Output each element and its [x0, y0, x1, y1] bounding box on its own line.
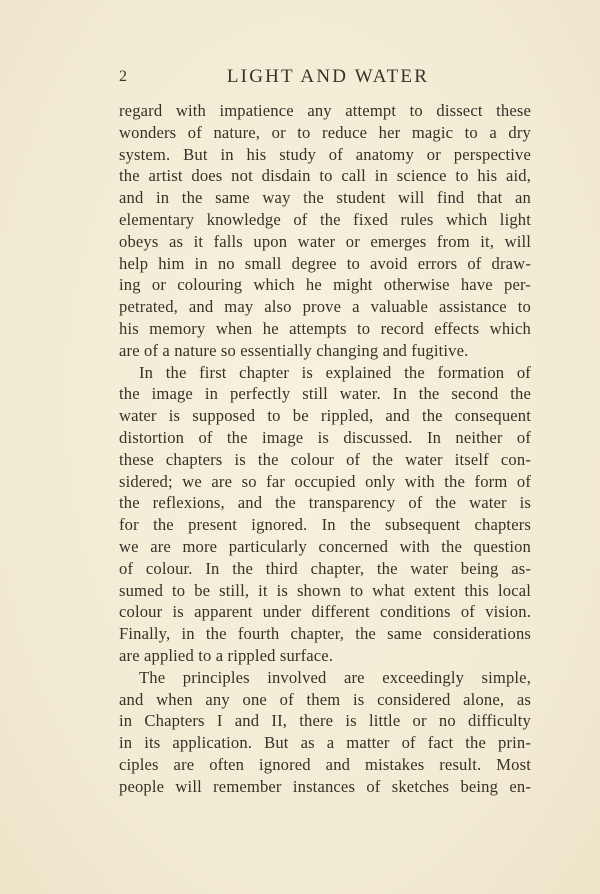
text-line: of colour. In the third chapter, the water being as-	[119, 558, 531, 578]
text-line: in its application. But as a matter of fact the prin-	[119, 733, 531, 753]
text-line: are applied to a rippled surface.	[119, 645, 334, 665]
text-line: we are more particularly concerned with the question	[119, 536, 531, 556]
text-line: system. But in his study of anatomy or perspective	[119, 144, 531, 164]
text-line: in Chapters I and II, there is little or no difficulty	[119, 711, 531, 731]
text-line: the artist does not disdain to call in science to his aid,	[119, 166, 531, 186]
text-line: these chapters is the colour of the water itself con-	[119, 449, 531, 469]
running-head	[119, 66, 531, 92]
text-line: the reflexions, and the transparency of the water is	[119, 493, 531, 513]
paragraph	[119, 362, 531, 667]
paragraph	[119, 667, 531, 798]
body-text	[119, 100, 531, 798]
text-line: the image in perfectly still water. In the second the	[119, 384, 531, 404]
text-line: The principles involved are exceedingly simple,	[139, 667, 531, 687]
text-line: and in the same way the student will find that an	[119, 188, 531, 208]
text-line: obeys as it falls upon water or emerges from it, will	[119, 231, 531, 251]
text-line: ing or colouring which he might otherwise have per-	[119, 275, 531, 295]
text-line: elementary knowledge of the fixed rules which light	[119, 209, 531, 229]
text-line: water is supposed to be rippled, and the consequent	[119, 406, 531, 426]
text-line: colour is apparent under different conditions of vision.	[119, 602, 531, 622]
text-line: are of a nature so essentially changing and fugitive.	[119, 340, 469, 360]
text-line: petrated, and may also prove a valuable assistance to	[119, 297, 531, 317]
text-line: help him in no small degree to avoid errors of draw-	[119, 253, 531, 273]
text-line: wonders of nature, or to reduce her magic to a dry	[119, 122, 531, 142]
page-title: LIGHT AND WATER	[226, 66, 430, 87]
text-line: his memory when he attempts to record effects which	[119, 318, 531, 338]
text-line: sumed to be still, it is shown to what extent this local	[119, 580, 531, 600]
paragraph	[119, 100, 531, 362]
text-line: and when any one of them is considered alone, as	[119, 689, 531, 709]
text-line: Finally, in the fourth chapter, the same considerations	[119, 624, 531, 644]
text-line: In the first chapter is explained the formation of	[139, 362, 531, 382]
text-line: for the present ignored. In the subsequent chapters	[119, 515, 531, 535]
page-number: 2	[119, 68, 128, 85]
text-line: people will remember instances of sketches being en-	[119, 776, 531, 796]
text-line: ciples are often ignored and mistakes result. Most	[119, 754, 531, 774]
text-line: sidered; we are so far occupied only with the form of	[119, 471, 531, 491]
text-line: distortion of the image is discussed. In neither of	[119, 427, 531, 447]
text-line: regard with impatience any attempt to dissect these	[119, 101, 531, 120]
